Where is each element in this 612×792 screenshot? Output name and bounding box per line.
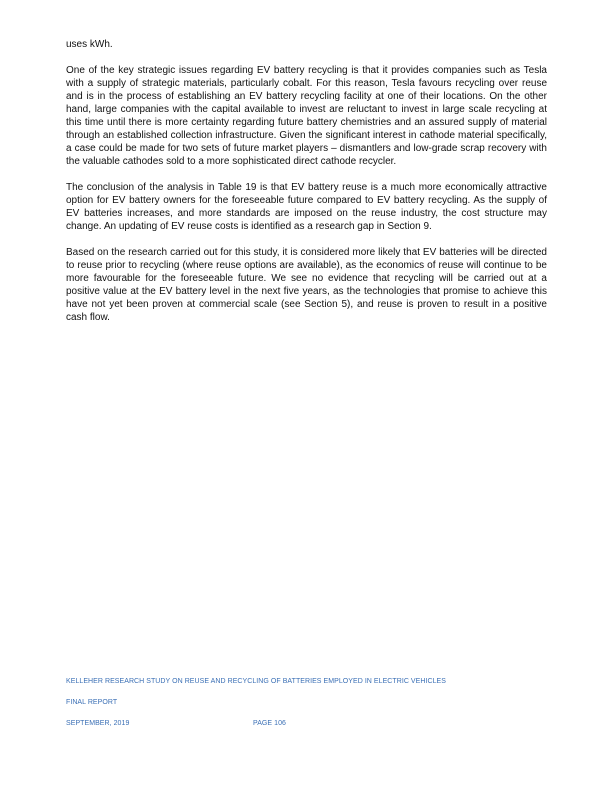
footer-date-page-row	[66, 719, 547, 728]
paragraph-strategic-issues: One of the key strategic issues regarding EV battery recycling is that it provides companies such as Tesla with a supply of strategic materials, particularly cobalt. For this reason, Tesla favours recycling over reuse and is in the process of establishing an EV battery recycling facility at one of their locations. On the other hand, large companies with the capital available to invest are reluctant to invest in large scale recycling at this time until there is more certainty regarding future battery chemistries and an assured supply of material through an established collection infrastructure. Given the significant interest in cathode material specifically, a case could be made for two sets of future market players – dismantlers and low-grade scrap recovery with the valuable cathodes sold to a more sophisticated direct cathode recycler.	[66, 65, 547, 167]
paragraph-conclusion: The conclusion of the analysis in Table 19 is that EV battery reuse is a much more economically attractive option for EV battery owners for the foreseeable future compared to EV battery recycling. As the supply of EV batteries increases, and more standards are imposed on the reuse industry, the cost structure may change. An updating of EV reuse costs is identified as a research gap in Section 9.	[66, 182, 547, 232]
footer-report-type: FINAL REPORT	[66, 699, 118, 706]
page-footer	[66, 677, 547, 728]
footer-date: SEPTEMBER, 2019	[66, 720, 130, 727]
paragraph-research-outcome: Based on the research carried out for this study, it is considered more likely that EV batteries will be directed to reuse prior to recycling (where reuse options are available), as the economics of reuse will continue to be more favourable for the foreseeable future. We see no evidence that recycling will be carried out at a positive value at the EV battery level in the next five years, as the technologies that promise to achieve this have not yet been proven at commercial scale (see Section 5), and reuse is proven to result in a positive cash flow.	[66, 247, 547, 323]
document-body	[66, 38, 547, 337]
footer-report-title: KELLEHER RESEARCH STUDY ON REUSE AND RECYCLING OF BATTERIES EMPLOYED IN ELECTRIC VEHICLES	[66, 678, 446, 685]
paragraph-continuation: uses kWh.	[66, 39, 113, 50]
footer-page-number: PAGE 106	[253, 720, 286, 727]
